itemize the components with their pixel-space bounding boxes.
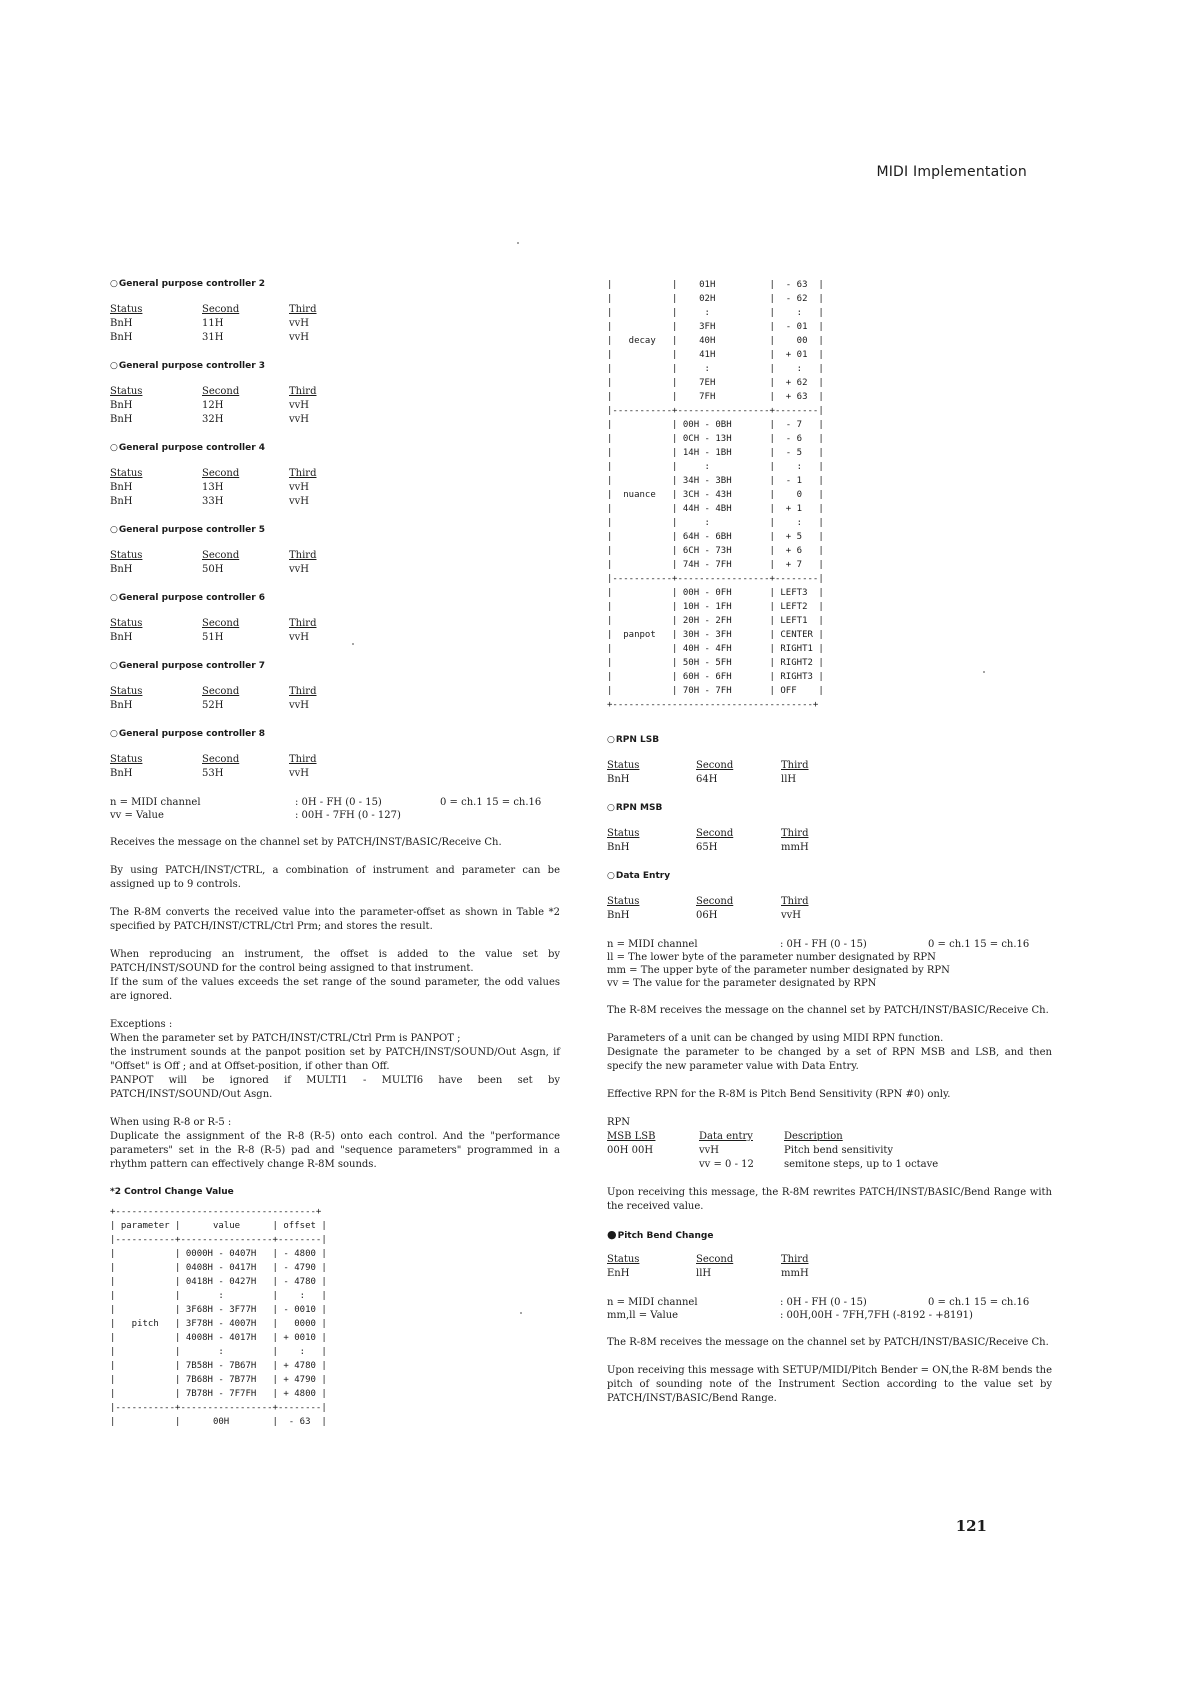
section-heading-text: General purpose controller 2: [118, 279, 266, 289]
definition-key: mm,ll = Value: [607, 1310, 679, 1321]
circle-bullet-icon: ○: [110, 729, 118, 739]
message-format-table: [607, 1253, 1052, 1281]
column-header: Third: [289, 618, 317, 629]
message-byte: BnH: [110, 700, 133, 711]
message-format-header: [607, 759, 1052, 773]
message-byte: 33H: [202, 496, 224, 507]
value-definitions: [607, 1296, 1052, 1322]
column-header: Third: [289, 386, 317, 397]
definition-key: n = MIDI channel: [607, 939, 698, 950]
rpn-table-cell: vvH: [699, 1145, 720, 1156]
message-format-row: [607, 773, 1052, 787]
message-byte: vvH: [289, 482, 310, 493]
paragraph-line: If the sum of the values exceeds the set range of the sound parameter, the odd values are ignored.: [110, 977, 560, 1002]
column-header: Status: [110, 386, 143, 397]
paragraph: [607, 1336, 1052, 1350]
definition-row: [110, 809, 560, 822]
message-byte: mmH: [781, 842, 809, 853]
message-byte: llH: [696, 1268, 712, 1279]
rpn-table-cell: Pitch bend sensitivity: [784, 1145, 894, 1156]
column-header: Second: [202, 550, 240, 561]
definition-range: : 0H - FH (0 - 15): [295, 797, 382, 808]
paragraph-line: Effective RPN for the R-8M is Pitch Bend Sensitivity (RPN #0) only.: [607, 1089, 951, 1100]
column-header: Status: [110, 686, 143, 697]
message-format-header: [607, 895, 1052, 909]
paragraph-line: PANPOT will be ignored if MULTI1 - MULTI6 have been set by PATCH/INST/SOUND/Out Asgn.: [110, 1075, 560, 1100]
message-byte: 64H: [696, 774, 718, 785]
definition-note: 0 = ch.1 15 = ch.16: [440, 797, 542, 808]
rpn-table-row: [607, 1158, 1052, 1172]
message-format-row: [607, 909, 1052, 923]
column-header: Second: [202, 468, 240, 479]
column-header: Status: [110, 468, 143, 479]
message-byte: 06H: [696, 910, 718, 921]
definition-row: [607, 1309, 1052, 1322]
column-header: Status: [607, 1254, 640, 1265]
message-byte: 31H: [202, 332, 224, 343]
control-change-value-table: +-------------------------------------+ | parameter | value | offset | |-----------+-----------------+--------| | | 0000H - 0407H | - 4800 | | | 0408H - 0417H | - 4790 | | | 0418H - 0427H | - 4780 | | | : | : | | | 3F68H - 3F77H | - 0010 | | pitch | 3F78H - 4007H | 0000 | | | 4008H - 4017H | + 0010 | | | : | : | | | 7B58H - 7B67H | + 4780 | | | 7B68H - 7B77H | + 4790 | | | 7B78H - 7F7FH | + 4800 | |-----------+-----------------+--------| | | 00H | - 63 |: [110, 1207, 327, 1427]
paragraph-line: Exceptions :: [110, 1019, 173, 1030]
message-format-header: [110, 549, 560, 563]
circle-bullet-icon: ○: [110, 361, 118, 371]
message-byte: BnH: [110, 564, 133, 575]
message-byte: vvH: [289, 332, 310, 343]
message-byte: llH: [781, 774, 797, 785]
message-format-header: [607, 1253, 1052, 1267]
paragraph: [607, 1004, 1052, 1018]
paragraph: [110, 1116, 560, 1172]
column-header: Second: [696, 896, 734, 907]
section-heading-text: RPN MSB: [615, 803, 663, 813]
column-header: Third: [289, 550, 317, 561]
message-format-header: [110, 385, 560, 399]
section-heading: [110, 524, 560, 537]
paragraph-line: Parameters of a unit can be changed by using MIDI RPN function.: [607, 1033, 944, 1044]
message-byte: 32H: [202, 414, 224, 425]
message-format-row: [110, 767, 560, 781]
paragraph-line: Upon receiving this message with SETUP/MIDI/Pitch Bender = ON,the R-8M bends the pitch of sounding note of the Instrument Section according to the value set by PATCH/INST/BASIC/Bend Range.: [607, 1365, 1052, 1404]
scan-speck: [520, 1312, 522, 1314]
message-format-table: [110, 385, 560, 427]
definition-range: : 0H - FH (0 - 15): [780, 939, 867, 950]
message-byte: vvH: [289, 632, 310, 643]
message-byte: BnH: [110, 332, 133, 343]
message-byte: vvH: [781, 910, 802, 921]
message-format-table: [110, 549, 560, 577]
message-format-row: [110, 413, 560, 427]
message-format-row: [110, 317, 560, 331]
message-byte: vvH: [289, 564, 310, 575]
circle-bullet-icon: ○: [607, 871, 615, 881]
column-header: Second: [696, 760, 734, 771]
message-byte: vvH: [289, 318, 310, 329]
definition-range: : 00H - 7FH (0 - 127): [295, 810, 401, 821]
column-header: Second: [696, 1254, 734, 1265]
message-byte: BnH: [607, 774, 630, 785]
column-header: Second: [202, 686, 240, 697]
section-heading-text: General purpose controller 6: [118, 593, 266, 603]
message-byte: 51H: [202, 632, 224, 643]
message-format-table: [607, 759, 1052, 787]
paragraph: [607, 1032, 1052, 1074]
page-header-title: MIDI Implementation: [876, 164, 1027, 180]
circle-bullet-icon: ○: [110, 593, 118, 603]
page-number: 121: [955, 1517, 987, 1535]
definition-row: [110, 796, 560, 809]
paragraph-line: The R-8M converts the received value into the parameter-offset as shown in Table *2 specified by PATCH/INST/CTRL/Ctrl Prm; and stores the result.: [110, 907, 560, 932]
paragraph: [110, 864, 560, 892]
message-format-row: [110, 481, 560, 495]
section-heading: [110, 592, 560, 605]
paragraph-line: The R-8M receives the message on the channel set by PATCH/INST/BASIC/Receive Ch.: [607, 1005, 1049, 1016]
message-byte: BnH: [110, 768, 133, 779]
rpn-table-row: [607, 1144, 1052, 1158]
message-byte: 52H: [202, 700, 224, 711]
scan-speck: [983, 671, 985, 673]
message-byte: BnH: [110, 414, 133, 425]
circle-bullet-icon: ○: [607, 803, 615, 813]
paragraph: [607, 1364, 1052, 1406]
column-header: Third: [781, 760, 809, 771]
section-heading-text: RPN LSB: [615, 735, 660, 745]
paragraph: [110, 836, 560, 850]
definition-row: vv = The value for the parameter designated by RPN: [607, 978, 877, 989]
left-column: [110, 278, 560, 1429]
circle-bullet-icon: ○: [110, 525, 118, 535]
filled-bullet-icon: ●: [607, 1228, 617, 1241]
column-header: Third: [781, 828, 809, 839]
section-heading-text: General purpose controller 8: [118, 729, 266, 739]
section-heading: [110, 660, 560, 673]
definition-key: n = MIDI channel: [110, 797, 201, 808]
message-format-row: [607, 1267, 1052, 1281]
definition-row: ll = The lower byte of the parameter number designated by RPN: [607, 952, 936, 963]
column-header: Second: [202, 386, 240, 397]
section-heading-text: General purpose controller 7: [118, 661, 266, 671]
message-byte: 65H: [696, 842, 718, 853]
column-header: Status: [607, 828, 640, 839]
circle-bullet-icon: ○: [110, 279, 118, 289]
paragraph-line: When the parameter set by PATCH/INST/CTRL/Ctrl Prm is PANPOT ;: [110, 1033, 461, 1044]
column-header: Third: [781, 1254, 809, 1265]
message-byte: BnH: [110, 318, 133, 329]
message-byte: 11H: [202, 318, 224, 329]
rpn-table-cell: 00H 00H: [607, 1145, 654, 1156]
column-header: Second: [202, 618, 240, 629]
paragraph-line: When reproducing an instrument, the offset is added to the value set by PATCH/INST/SOUND for the control being assigned to that instrument.: [110, 949, 560, 974]
message-byte: 12H: [202, 400, 224, 411]
paragraph: [110, 948, 560, 1004]
column-header: Third: [289, 468, 317, 479]
message-format-table: [110, 753, 560, 781]
column-header: Status: [110, 618, 143, 629]
definition-row: [607, 938, 1052, 951]
paragraph-line: Designate the parameter to be changed by a set of RPN MSB and LSB, and then specify the new parameter value with Data Entry.: [607, 1047, 1052, 1072]
message-format-table: [110, 685, 560, 713]
paragraph-line: Receives the message on the channel set by PATCH/INST/BASIC/Receive Ch.: [110, 837, 502, 848]
message-byte: vvH: [289, 700, 310, 711]
message-byte: BnH: [607, 842, 630, 853]
message-byte: BnH: [110, 400, 133, 411]
column-header: Second: [202, 754, 240, 765]
section-heading: [607, 1228, 1052, 1241]
column-header: Status: [607, 896, 640, 907]
rpn-table-header: [607, 1130, 1052, 1144]
column-header: Second: [202, 304, 240, 315]
definition-row: [607, 1296, 1052, 1309]
message-format-row: [110, 399, 560, 413]
message-format-table: [110, 617, 560, 645]
column-header: Description: [784, 1131, 843, 1142]
rpn-parameter-table: [607, 1116, 1052, 1172]
message-format-table: [110, 303, 560, 345]
message-format-row: [110, 331, 560, 345]
message-byte: BnH: [110, 496, 133, 507]
rpn-table-cell: semitone steps, up to 1 octave: [784, 1159, 939, 1170]
definition-range: : 00H,00H - 7FH,7FH (-8192 - +8191): [780, 1310, 973, 1321]
right-column: [607, 278, 1052, 1420]
paragraph-line: Duplicate the assignment of the R-8 (R-5) onto each control. And the "performance parameters" set in the R-8 (R-5) pad and "sequence parameters" programmed in a rhythm pattern can effectively change R-8M sounds.: [110, 1131, 560, 1170]
section-heading-text: General purpose controller 5: [118, 525, 266, 535]
message-byte: EnH: [607, 1268, 630, 1279]
column-header: Third: [289, 304, 317, 315]
message-byte: vvH: [289, 414, 310, 425]
section-heading: [110, 442, 560, 455]
circle-bullet-icon: ○: [110, 661, 118, 671]
rpn-table-cell: vv = 0 - 12: [699, 1159, 754, 1170]
circle-bullet-icon: ○: [110, 443, 118, 453]
column-header: Third: [289, 754, 317, 765]
message-format-row: [110, 631, 560, 645]
message-format-header: [607, 827, 1052, 841]
message-byte: BnH: [607, 910, 630, 921]
scan-speck: [517, 242, 519, 244]
circle-bullet-icon: ○: [607, 735, 615, 745]
message-format-table: [607, 827, 1052, 855]
message-byte: vvH: [289, 768, 310, 779]
paragraph: [607, 1186, 1052, 1214]
column-header: Status: [110, 550, 143, 561]
message-format-header: [110, 685, 560, 699]
table-heading: *2 Control Change Value: [110, 1187, 234, 1197]
value-definitions-extra: [607, 951, 1052, 990]
column-header: Third: [289, 686, 317, 697]
section-heading: [607, 734, 1052, 747]
message-format-table: [607, 895, 1052, 923]
paragraph-line: the instrument sounds at the panpot position set by PATCH/INST/SOUND/Out Asgn, if "Offset" is Off ; and at Offset-position, if other than Off.: [110, 1047, 560, 1072]
message-byte: 13H: [202, 482, 224, 493]
message-format-header: [110, 753, 560, 767]
section-heading-text: Data Entry: [615, 871, 671, 881]
message-byte: 53H: [202, 768, 224, 779]
paragraph: [110, 1018, 560, 1102]
definition-note: 0 = ch.1 15 = ch.16: [928, 1297, 1030, 1308]
definition-range: : 0H - FH (0 - 15): [780, 1297, 867, 1308]
control-change-value-table-continued: | | 01H | - 63 | | | 02H | - 62 | | | : | : | | | 3FH | - 01 | | decay | 40H | 00 | | | 41H | + 01 | | | : | : | | | 7EH | + 62 | | | 7FH | + 63 | |-----------+-----------------+--------| | | 00H - 0BH | - 7 | | | 0CH - 13H | - 6 | | | 14H - 1BH | - 5 | | | : | : | | | 34H - 3BH | - 1 | | nuance | 3CH - 43H | 0 | | | 44H - 4BH | + 1 | | | : | : | | | 64H - 6BH | + 5 | | | 6CH - 73H | + 6 | | | 74H - 7FH | + 7 | |-----------+-----------------+--------| | | 00H - 0FH | LEFT3 | | | 10H - 1FH | LEFT2 | | | 20H - 2FH | LEFT1 | | panpot | 30H - 3FH | CENTER | | | 40H - 4FH | RIGHT1 | | | 50H - 5FH | RIGHT2 | | | 60H - 6FH | RIGHT3 | | | 70H - 7FH | OFF | +-------------------------------------+: [607, 280, 824, 710]
definition-row: mm = The upper byte of the parameter number designated by RPN: [607, 965, 950, 976]
section-heading: [607, 802, 1052, 815]
rpn-table-title: RPN: [607, 1117, 631, 1128]
message-byte: BnH: [110, 632, 133, 643]
section-heading-text: Pitch Bend Change: [617, 1231, 714, 1241]
column-header: Status: [110, 304, 143, 315]
message-format-row: [110, 495, 560, 509]
definition-note: 0 = ch.1 15 = ch.16: [928, 939, 1030, 950]
message-format-row: [110, 699, 560, 713]
message-byte: vvH: [289, 400, 310, 411]
column-header: Data entry: [699, 1131, 753, 1142]
message-format-header: [110, 617, 560, 631]
definition-key: vv = Value: [110, 810, 164, 821]
column-header: MSB LSB: [607, 1131, 656, 1142]
value-definitions: [607, 938, 1052, 951]
message-format-table: [110, 467, 560, 509]
message-format-header: [110, 467, 560, 481]
column-header: Status: [607, 760, 640, 771]
message-byte: vvH: [289, 496, 310, 507]
message-format-header: [110, 303, 560, 317]
section-heading-text: General purpose controller 4: [118, 443, 266, 453]
section-heading: [110, 278, 560, 291]
message-byte: 50H: [202, 564, 224, 575]
paragraph-line: When using R-8 or R-5 :: [110, 1117, 232, 1128]
column-header: Status: [110, 754, 143, 765]
section-heading: [607, 870, 1052, 883]
message-byte: mmH: [781, 1268, 809, 1279]
section-heading: [110, 360, 560, 373]
column-header: Second: [696, 828, 734, 839]
value-definitions: [110, 796, 560, 822]
definition-key: n = MIDI channel: [607, 1297, 698, 1308]
column-header: Third: [781, 896, 809, 907]
message-format-row: [110, 563, 560, 577]
paragraph: [110, 906, 560, 934]
paragraph: [607, 1088, 1052, 1102]
message-byte: BnH: [110, 482, 133, 493]
message-format-row: [607, 841, 1052, 855]
paragraph-line: By using PATCH/INST/CTRL, a combination of instrument and parameter can be assigned up to 9 controls.: [110, 865, 560, 890]
paragraph-line: The R-8M receives the message on the channel set by PATCH/INST/BASIC/Receive Ch.: [607, 1337, 1049, 1348]
paragraph-line: Upon receiving this message, the R-8M rewrites PATCH/INST/BASIC/Bend Range with the received value.: [607, 1187, 1052, 1212]
scan-speck: [352, 643, 354, 645]
section-heading: [110, 728, 560, 741]
section-heading-text: General purpose controller 3: [118, 361, 266, 371]
